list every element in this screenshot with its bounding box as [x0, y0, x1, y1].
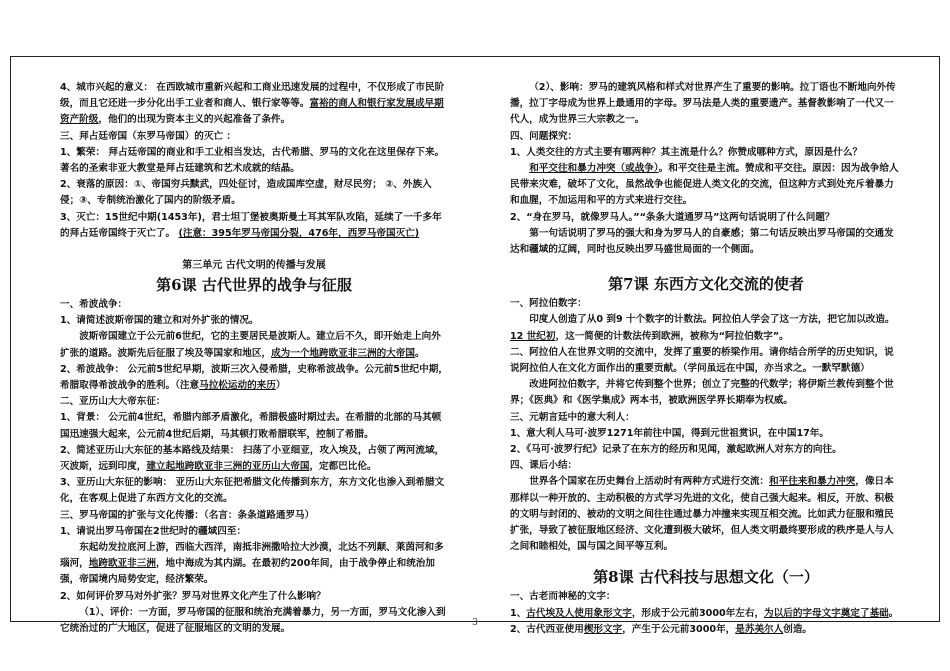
paragraph-city-significance	[60, 80, 448, 129]
section-heading: 三、罗马帝国的扩张与文化传播：（名言：条条道路通罗马）	[60, 509, 315, 521]
paragraph: 2、《马可·波罗行纪》记录了在东方的经历和见闻，激起欧洲人对东方的向往。	[510, 444, 842, 456]
text: 创造。	[783, 623, 813, 635]
underlined-text: 为以后的字母文字奠定了基础	[764, 607, 889, 619]
section-heading: 三、拜占廷帝国（东罗马帝国）的灭亡 ：	[60, 130, 237, 142]
text: ，地中海成为其内湖。在最初约200年间，由于战争停止和统治加强，帝国境内局势安定，经济繁荣。	[60, 558, 435, 586]
text: 波斯帝国建立于公元前6世纪，它的主要居民是波斯人。建立后不久，即开始走上向外扩张的道路。波斯先后征服了埃及等国家和地区，	[60, 331, 441, 359]
section-heading: 一、古老而神秘的文字：	[510, 591, 616, 603]
underlined-text: 地跨欧亚非三洲	[88, 558, 156, 570]
underlined-text: 马拉松运动的来历	[199, 380, 276, 392]
paragraph: 1、意大利人马可·波罗1271年前往中国，得到元世祖赏识，在中国17年。	[510, 427, 829, 439]
text: 2、古代西亚使用	[510, 623, 584, 635]
text: ，产生于公元前3000年，	[622, 623, 736, 635]
underlined-text: 和平往来和暴力冲突	[769, 476, 856, 488]
spacer	[60, 242, 448, 256]
answer: （1）、评价：一方面，罗马帝国的征服和统治充满着暴力，另一方面，罗马文化渗入到它统治过的广大地区，促进了征服地区的文明的发展。	[60, 606, 446, 635]
text: ，形成于公元前3000年左右，	[631, 607, 765, 619]
paragraph: 3、亚历山大东征的影响： 亚历山大东征把希腊文化传播到东方，东方文化也渗入到希腊文化，在客观上促进了东西方文化的交流。	[60, 477, 445, 505]
section-heading: 二、亚历山大大帝东征：	[60, 396, 166, 408]
text: 4、城市兴起的意义： 在西欧城市重新兴起和工商业迅速发展的过程中，不仅形成了市民阶级，而且它还进一步分化出手工业者和商人、银行家等等。	[60, 82, 445, 110]
answer	[510, 161, 902, 210]
answer	[60, 329, 448, 361]
paragraph	[60, 210, 448, 242]
text: ，他们的出现为资本主义的兴起准备了条件。	[98, 114, 291, 126]
underlined-text: 成为一个地跨欧亚非三洲的大帝国	[271, 347, 415, 359]
section-heading: 一、希波战争：	[60, 299, 128, 311]
paragraph: 1、繁荣： 拜占廷帝国的商业和手工业相当发达，古代希腊、罗马的文化在这里保存下来。著名的圣索非亚大教堂是拜占廷建筑和艺术成就的结晶。	[60, 146, 445, 175]
spacer	[510, 258, 902, 272]
paragraph	[60, 362, 448, 394]
answer: 改进阿拉伯数字，并将它传到整个世界；创立了完整的代数学；将伊斯兰教传到整个世界；《医典》和《医学集成》两本书，被欧洲医学界长期奉为权威。	[510, 379, 894, 407]
text: ）	[275, 380, 286, 392]
underlined-text: 富裕的商人和银行家发展成早期资产阶级	[60, 98, 444, 126]
answer: 第一句话说明了罗马的强大和身为罗马人的自豪感；第二句话反映出罗马帝国的交通发达和疆域的辽阔，同时也反映出罗马盛世局面的一个侧面。	[510, 227, 894, 256]
paragraph: （2）、影响：罗马的建筑风格和样式对世界产生了重要的影响。拉丁语也不断地向外传播，拉丁字母成为世界上最通用的字母。罗马法是人类的重要遗产。基督教影响了一代又一代人，成为世界三大宗教之一。	[510, 82, 896, 126]
left-column	[60, 80, 448, 637]
text: 印度人创造了从0 到9 十个数字的计数法。阿拉伯人学会了这一方法，把它加以改造。	[529, 314, 895, 326]
text: ，定都巴比伦。	[309, 461, 377, 473]
underlined-text: 和平交往和暴力冲突（或战争）	[529, 163, 659, 175]
underlined-text: 古代埃及人使用象形文字	[526, 607, 632, 619]
text: 3、灭亡：15世纪中期(1453年)，君士坦丁堡被奥斯曼土耳其军队攻陷，延续了一千多年的拜占廷帝国终于灭亡了。	[60, 211, 442, 239]
underlined-text: 是苏美尔人	[735, 623, 784, 635]
question: 1、请说出罗马帝国在2世纪时的疆域四至：	[60, 525, 247, 537]
question: 2、“身在罗马，就像罗马人。”“条条大道通罗马”这两句话说明了什么问题？	[510, 211, 835, 223]
text: ，像日本那样以一种开放的、主动积极的方式学习先进的文化，使自己强大起来。相反，开放、积极的文明与封闭的、被动的文明之间往往通过暴力冲撞来实现互相交流。比如武力征服和殖民扩张，导致了被征服地区经济、文化遭到极大破坏，但人类文明最终要形成的秩序是人与人之间和睦相处，国与国之间平等互利。	[510, 476, 894, 553]
question: 二、阿拉伯人在世界文明的交流中，发挥了重要的桥梁作用。请你结合所学的历史知识，说说阿拉伯人在文化方面作出的重要贡献。（学问虽远在中国，亦当求之。一默罕默德）	[510, 346, 894, 375]
section-heading: 四、问题探究：	[510, 130, 578, 142]
underlined-text: 建立起地跨欧亚非三洲的亚历山大帝国	[146, 461, 310, 473]
question: 2、如何评价罗马对外扩张？罗马对世界文化产生了什么影响？	[60, 590, 326, 602]
paragraph: 2、衰落的原因：①、帝国穷兵黩武，四处征讨，造成国库空虚，财尽民穷； ②、外族入侵；③、专制统治激化了国内的阶级矛盾。	[60, 179, 432, 207]
question: 1、人类交往的方式主要有哪两种？其主流是什么？你赞成哪种方式，原因是什么？	[510, 146, 863, 158]
text: 世界各个国家在历史舞台上活动时有两种方式进行交流：	[529, 476, 770, 488]
lesson-title: 第6课 古代世界的战争与征服	[156, 276, 352, 295]
paragraph	[60, 443, 448, 475]
lesson-title: 第7课 东西方文化交流的使者	[608, 275, 804, 294]
text: ，这一简便的计数法传到欧洲，被称为“阿拉伯数字”。	[555, 330, 789, 342]
right-column	[510, 80, 902, 638]
section-heading: 四、课后小结：	[510, 460, 578, 472]
paragraph	[510, 312, 902, 344]
section-heading: 一、阿拉伯数字：	[510, 298, 587, 310]
page-number: 3	[472, 618, 478, 628]
text: 东起幼发拉底河上游，西临大西洋，南抵非洲撒哈拉大沙漠，北达不列颠、莱茵河和多瑙河，	[60, 542, 444, 570]
text: 1、	[510, 607, 527, 619]
underlined-text: 12 世纪初	[510, 330, 556, 342]
question: 1、请简述波斯帝国的建立和对外扩张的情况。	[60, 315, 259, 327]
unit-title: 第三单元 古代文明的传播与发展	[182, 260, 326, 272]
text: 。和平交往是主流。赞成和平交往。原因：因为战争给人民带来灾难，破坏了文化，虽然战争也能促进人类文化的交流，但这种方式到处充斥着暴力和血腥，不加运用和平的方式来进行交往。	[510, 163, 899, 207]
text: 2、希波战争： 公元前5世纪早期，波斯三次入侵希腊，史称希波战争。公元前5世纪中期，希腊取得希波战争的胜利。（注意	[60, 363, 448, 392]
lesson-title: 第8课 古代科技与思想文化（一）	[593, 568, 819, 587]
section-heading: 三、元朝言廷中的意大利人：	[510, 411, 635, 423]
underlined-text: (注意：395年罗马帝国分裂，476年，西罗马帝国灭亡)	[178, 227, 420, 239]
paragraph: 1、背景： 公元前4世纪，希腊内部矛盾激化，希腊极盛时期过去。在希腊的北部的马其顿国迅速强大起来，公元前4世纪后期，马其顿打败希腊联军，控制了希腊。	[60, 412, 442, 440]
underlined-text: 楔形文字	[583, 623, 623, 635]
paragraph	[510, 474, 902, 555]
answer	[60, 540, 448, 589]
text: 2、简述亚历山大东征的基本路线及结果： 扫荡了小亚细亚，攻入埃及，占领了两河流域，灭波斯，远到印度，	[60, 444, 445, 473]
spacer	[510, 555, 902, 565]
text: 。	[414, 347, 425, 359]
text: 。	[888, 607, 899, 619]
